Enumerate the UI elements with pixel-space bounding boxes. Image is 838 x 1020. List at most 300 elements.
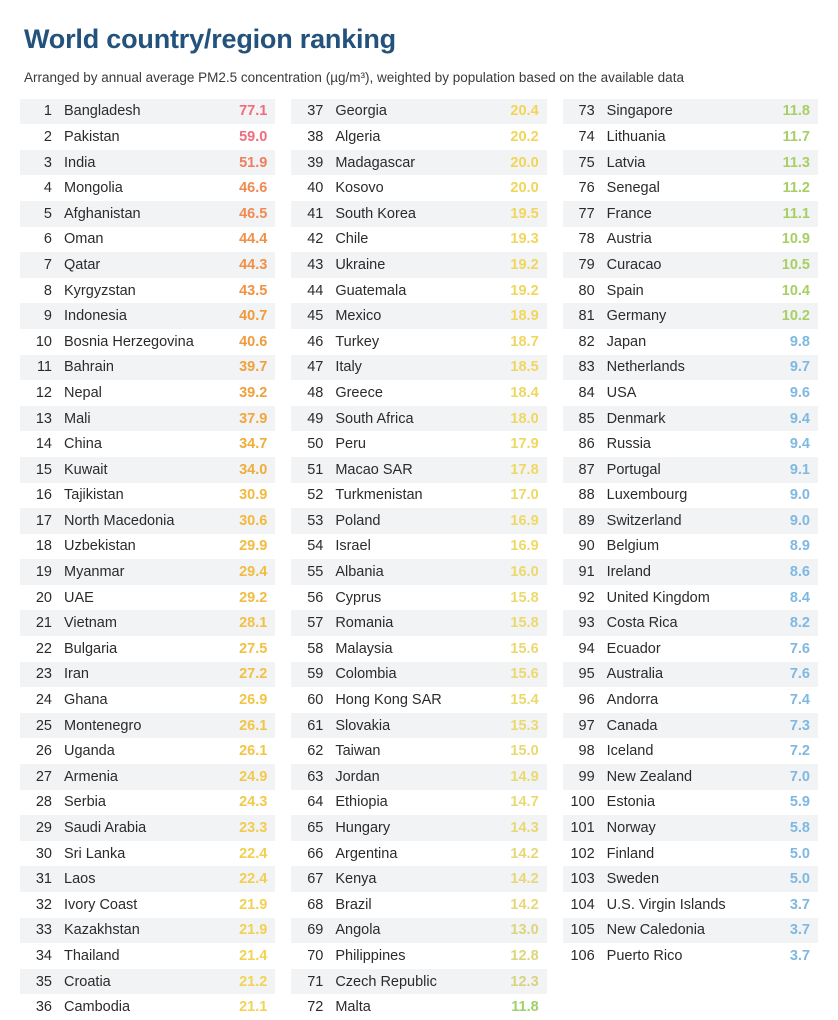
row-pm25-value: 21.1 [239, 999, 268, 1016]
row-rank: 3 [43, 154, 52, 171]
row-country-name: Cambodia [64, 999, 131, 1016]
row-pm25-value: 26.1 [239, 743, 268, 760]
row-pm25-value: 10.5 [781, 256, 810, 273]
row-rank: 20 [35, 589, 52, 606]
table-row [563, 406, 818, 432]
row-pm25-value: 21.4 [239, 947, 268, 964]
row-pm25-value: 15.4 [510, 692, 539, 709]
row-country-name: Germany [606, 308, 667, 325]
row-pm25-value: 22.4 [239, 845, 268, 862]
row-rank: 67 [307, 871, 324, 888]
table-row [291, 252, 546, 278]
table-row [20, 508, 275, 534]
row-pm25-value: 14.2 [510, 896, 539, 913]
row-pm25-value: 20.0 [510, 180, 539, 197]
row-rank: 70 [307, 947, 324, 964]
row-rank: 33 [35, 922, 52, 939]
row-pm25-value: 15.6 [510, 666, 539, 683]
row-country-name: Malta [335, 999, 371, 1016]
row-rank: 68 [307, 896, 324, 913]
row-pm25-value: 8.6 [789, 564, 810, 581]
row-pm25-value: 28.1 [239, 615, 268, 632]
row-rank: 103 [570, 871, 595, 888]
row-pm25-value: 9.4 [789, 436, 810, 453]
row-pm25-value: 8.9 [789, 538, 810, 555]
row-pm25-value: 3.7 [789, 896, 810, 913]
row-country-name: Italy [335, 359, 362, 376]
row-country-name: Ukraine [335, 256, 386, 273]
row-country-name: Mongolia [64, 180, 123, 197]
table-row [20, 431, 275, 457]
row-country-name: Estonia [606, 794, 656, 811]
row-rank: 95 [578, 666, 595, 683]
row-country-name: Iceland [606, 743, 654, 760]
row-pm25-value: 59.0 [239, 128, 268, 145]
row-rank: 94 [578, 640, 595, 657]
row-rank: 75 [578, 154, 595, 171]
row-country-name: Sweden [606, 871, 660, 888]
row-rank: 46 [307, 333, 324, 350]
row-rank: 47 [307, 359, 324, 376]
row-rank: 87 [578, 461, 595, 478]
row-pm25-value: 39.7 [239, 359, 268, 376]
table-row [20, 918, 275, 944]
row-rank: 91 [578, 564, 595, 581]
row-pm25-value: 34.7 [239, 436, 268, 453]
row-rank: 90 [578, 538, 595, 555]
row-pm25-value: 17.8 [510, 461, 539, 478]
row-pm25-value: 13.0 [510, 922, 539, 939]
table-row [20, 559, 275, 585]
row-pm25-value: 7.6 [789, 640, 810, 657]
row-country-name: Belgium [606, 538, 660, 555]
row-country-name: Bahrain [64, 359, 114, 376]
row-pm25-value: 7.2 [789, 743, 810, 760]
row-rank: 26 [35, 743, 52, 760]
row-rank: 60 [307, 692, 324, 709]
row-rank: 98 [578, 743, 595, 760]
row-country-name: New Caledonia [606, 922, 705, 939]
row-country-name: Vietnam [64, 615, 117, 632]
row-country-name: China [64, 436, 102, 453]
row-rank: 62 [307, 743, 324, 760]
row-rank: 81 [578, 308, 595, 325]
table-row [20, 738, 275, 764]
row-country-name: Uganda [64, 743, 115, 760]
row-country-name: Denmark [606, 410, 666, 427]
table-row [563, 201, 818, 227]
table-row [291, 687, 546, 713]
row-rank: 69 [307, 922, 324, 939]
table-row [563, 431, 818, 457]
row-country-name: Jordan [335, 768, 380, 785]
row-pm25-value: 20.0 [510, 154, 539, 171]
row-country-name: Israel [335, 538, 371, 555]
row-pm25-value: 43.5 [239, 282, 268, 299]
table-row [291, 483, 546, 509]
row-rank: 84 [578, 384, 595, 401]
row-pm25-value: 9.6 [789, 384, 810, 401]
table-row [291, 457, 546, 483]
row-country-name: Senegal [606, 180, 660, 197]
table-row [291, 201, 546, 227]
row-rank: 42 [307, 231, 324, 248]
row-pm25-value: 9.1 [789, 461, 810, 478]
row-rank: 80 [578, 282, 595, 299]
row-rank: 48 [307, 384, 324, 401]
row-country-name: Netherlands [606, 359, 685, 376]
table-row [291, 969, 546, 995]
row-country-name: Tajikistan [64, 487, 124, 504]
row-country-name: Turkey [335, 333, 380, 350]
row-rank: 76 [578, 180, 595, 197]
table-row [563, 150, 818, 176]
row-country-name: Ghana [64, 692, 108, 709]
row-rank: 71 [307, 973, 324, 990]
row-country-name: Chile [335, 231, 369, 248]
row-country-name: Cyprus [335, 589, 382, 606]
table-row [291, 380, 546, 406]
row-rank: 49 [307, 410, 324, 427]
row-pm25-value: 7.3 [789, 717, 810, 734]
table-row [291, 943, 546, 969]
table-row [20, 329, 275, 355]
table-row [20, 815, 275, 841]
row-country-name: Latvia [606, 154, 646, 171]
row-pm25-value: 16.9 [510, 512, 539, 529]
table-row [563, 713, 818, 739]
row-rank: 97 [578, 717, 595, 734]
row-country-name: Turkmenistan [335, 487, 423, 504]
row-pm25-value: 39.2 [239, 384, 268, 401]
row-rank: 56 [307, 589, 324, 606]
table-row [291, 918, 546, 944]
table-row [563, 841, 818, 867]
row-country-name: Mali [64, 410, 91, 427]
row-pm25-value: 7.4 [789, 692, 810, 709]
row-country-name: Kuwait [64, 461, 108, 478]
table-row [291, 892, 546, 918]
row-rank: 50 [307, 436, 324, 453]
row-pm25-value: 3.7 [789, 922, 810, 939]
table-row [563, 636, 818, 662]
row-rank: 51 [307, 461, 324, 478]
table-row [563, 943, 818, 969]
row-pm25-value: 3.7 [789, 947, 810, 964]
row-pm25-value: 18.7 [510, 333, 539, 350]
table-row [20, 892, 275, 918]
row-pm25-value: 16.9 [510, 538, 539, 555]
row-country-name: Poland [335, 512, 381, 529]
table-row [20, 278, 275, 304]
row-country-name: Singapore [606, 103, 673, 120]
table-row [20, 483, 275, 509]
row-rank: 86 [578, 436, 595, 453]
row-country-name: Slovakia [335, 717, 391, 734]
row-rank: 44 [307, 282, 324, 299]
table-row [291, 150, 546, 176]
table-row [20, 534, 275, 560]
table-row [20, 610, 275, 636]
row-country-name: Uzbekistan [64, 538, 136, 555]
row-rank: 29 [35, 820, 52, 837]
row-pm25-value: 5.0 [789, 845, 810, 862]
row-country-name: Ethiopia [335, 794, 388, 811]
row-country-name: Norway [606, 820, 656, 837]
row-country-name: UAE [64, 589, 94, 606]
table-row [20, 406, 275, 432]
row-pm25-value: 11.1 [782, 205, 810, 222]
row-pm25-value: 40.7 [239, 308, 268, 325]
row-pm25-value: 10.2 [781, 308, 810, 325]
row-rank: 43 [307, 256, 324, 273]
row-rank: 102 [570, 845, 595, 862]
row-pm25-value: 14.9 [510, 768, 539, 785]
row-country-name: Oman [64, 231, 104, 248]
row-country-name: Bulgaria [64, 640, 118, 657]
row-pm25-value: 19.2 [510, 256, 539, 273]
row-rank: 11 [36, 359, 52, 376]
row-country-name: Croatia [64, 973, 111, 990]
row-pm25-value: 20.2 [510, 128, 539, 145]
row-rank: 78 [578, 231, 595, 248]
row-rank: 93 [578, 615, 595, 632]
table-row [291, 227, 546, 253]
row-pm25-value: 15.8 [510, 589, 539, 606]
row-country-name: Russia [606, 436, 651, 453]
row-country-name: Ecuador [606, 640, 661, 657]
table-row [291, 278, 546, 304]
row-rank: 61 [307, 717, 324, 734]
table-row [291, 610, 546, 636]
row-rank: 96 [578, 692, 595, 709]
table-row [20, 252, 275, 278]
table-row [20, 303, 275, 329]
table-row [291, 124, 546, 150]
row-country-name: Guatemala [335, 282, 407, 299]
row-pm25-value: 30.6 [239, 512, 268, 529]
table-row [563, 227, 818, 253]
table-row [563, 278, 818, 304]
table-row [563, 662, 818, 688]
row-pm25-value: 21.9 [239, 922, 268, 939]
row-rank: 106 [570, 947, 595, 964]
table-row [291, 815, 546, 841]
row-pm25-value: 9.8 [789, 333, 810, 350]
table-row [563, 585, 818, 611]
ranking-column-2 [291, 99, 546, 1020]
table-row [563, 764, 818, 790]
table-row [291, 713, 546, 739]
row-pm25-value: 9.0 [789, 512, 810, 529]
row-pm25-value: 9.4 [789, 410, 810, 427]
table-row [563, 329, 818, 355]
table-row [20, 124, 275, 150]
table-row [563, 815, 818, 841]
row-country-name: Madagascar [335, 154, 416, 171]
table-row [20, 662, 275, 688]
row-country-name: South Africa [335, 410, 414, 427]
table-row [20, 150, 275, 176]
row-rank: 57 [307, 615, 324, 632]
row-country-name: France [606, 205, 652, 222]
row-rank: 23 [35, 666, 52, 683]
row-country-name: Angola [335, 922, 381, 939]
row-country-name: Albania [335, 564, 384, 581]
row-pm25-value: 9.0 [789, 487, 810, 504]
row-pm25-value: 24.9 [239, 768, 268, 785]
row-country-name: U.S. Virgin Islands [606, 896, 726, 913]
row-rank: 14 [35, 436, 52, 453]
row-pm25-value: 18.0 [510, 410, 539, 427]
row-rank: 22 [35, 640, 52, 657]
row-country-name: Hong Kong SAR [335, 692, 442, 709]
row-rank: 40 [307, 180, 324, 197]
row-country-name: Pakistan [64, 128, 120, 145]
table-row [563, 790, 818, 816]
row-country-name: Kosovo [335, 180, 384, 197]
row-country-name: Switzerland [606, 512, 682, 529]
row-pm25-value: 37.9 [239, 410, 268, 427]
row-country-name: Malaysia [335, 640, 393, 657]
row-country-name: Myanmar [64, 564, 125, 581]
row-pm25-value: 11.8 [511, 999, 539, 1016]
row-pm25-value: 30.9 [239, 487, 268, 504]
row-pm25-value: 19.2 [510, 282, 539, 299]
row-country-name: Canada [606, 717, 658, 734]
row-rank: 10 [35, 333, 52, 350]
row-pm25-value: 18.5 [510, 359, 539, 376]
row-country-name: United Kingdom [606, 589, 710, 606]
row-pm25-value: 20.4 [510, 103, 539, 120]
row-pm25-value: 26.1 [239, 717, 268, 734]
row-country-name: Georgia [335, 103, 387, 120]
table-row [563, 534, 818, 560]
row-pm25-value: 19.3 [510, 231, 539, 248]
table-row [291, 764, 546, 790]
row-pm25-value: 18.9 [510, 308, 539, 325]
row-rank: 12 [35, 384, 52, 401]
row-rank: 37 [307, 103, 324, 120]
table-row [20, 355, 275, 381]
row-rank: 2 [43, 128, 52, 145]
row-rank: 6 [43, 231, 52, 248]
table-row [563, 866, 818, 892]
row-pm25-value: 14.2 [510, 871, 539, 888]
table-row [291, 559, 546, 585]
row-pm25-value: 14.2 [510, 845, 539, 862]
row-pm25-value: 46.5 [239, 205, 268, 222]
row-rank: 72 [307, 999, 324, 1016]
table-row [291, 738, 546, 764]
row-rank: 79 [578, 256, 595, 273]
row-rank: 66 [307, 845, 324, 862]
table-row [20, 943, 275, 969]
row-rank: 16 [35, 487, 52, 504]
row-rank: 53 [307, 512, 324, 529]
table-row [563, 252, 818, 278]
row-pm25-value: 27.5 [239, 640, 268, 657]
row-pm25-value: 5.0 [789, 871, 810, 888]
row-pm25-value: 27.2 [239, 666, 268, 683]
row-pm25-value: 7.0 [789, 768, 810, 785]
table-row [563, 355, 818, 381]
row-country-name: Puerto Rico [606, 947, 683, 964]
row-rank: 13 [35, 410, 52, 427]
row-country-name: Romania [335, 615, 394, 632]
row-rank: 100 [570, 794, 595, 811]
table-row [291, 303, 546, 329]
table-row [291, 99, 546, 125]
row-rank: 82 [578, 333, 595, 350]
row-rank: 92 [578, 589, 595, 606]
row-pm25-value: 21.9 [239, 896, 268, 913]
row-country-name: Kazakhstan [64, 922, 140, 939]
row-pm25-value: 21.2 [239, 973, 268, 990]
row-rank: 64 [307, 794, 324, 811]
row-country-name: Lithuania [606, 128, 666, 145]
row-pm25-value: 34.0 [239, 461, 268, 478]
row-country-name: Saudi Arabia [64, 820, 147, 837]
table-row [20, 175, 275, 201]
table-row [563, 508, 818, 534]
row-country-name: Montenegro [64, 717, 142, 734]
row-rank: 15 [35, 461, 52, 478]
row-country-name: Indonesia [64, 308, 127, 325]
table-row [20, 841, 275, 867]
table-row [291, 841, 546, 867]
row-pm25-value: 11.2 [782, 180, 810, 197]
row-country-name: Algeria [335, 128, 381, 145]
row-country-name: Brazil [335, 896, 372, 913]
row-rank: 73 [578, 103, 595, 120]
table-row [20, 994, 275, 1020]
row-pm25-value: 29.2 [239, 589, 268, 606]
table-row [291, 636, 546, 662]
row-rank: 9 [43, 308, 52, 325]
row-pm25-value: 11.3 [782, 154, 810, 171]
table-row [20, 227, 275, 253]
row-rank: 63 [307, 768, 324, 785]
table-row [20, 636, 275, 662]
table-row [291, 585, 546, 611]
row-rank: 104 [570, 896, 595, 913]
row-country-name: Hungary [335, 820, 391, 837]
row-country-name: Thailand [64, 947, 120, 964]
row-pm25-value: 5.9 [789, 794, 810, 811]
table-row [563, 738, 818, 764]
row-pm25-value: 15.6 [510, 640, 539, 657]
row-rank: 31 [35, 871, 52, 888]
table-row [563, 610, 818, 636]
row-rank: 32 [35, 896, 52, 913]
table-row [291, 431, 546, 457]
row-rank: 45 [307, 308, 324, 325]
table-row [291, 406, 546, 432]
row-country-name: Kyrgyzstan [64, 282, 136, 299]
row-country-name: Taiwan [335, 743, 381, 760]
row-country-name: Japan [606, 333, 647, 350]
row-country-name: Laos [64, 871, 96, 888]
table-row [563, 687, 818, 713]
table-row [291, 662, 546, 688]
row-pm25-value: 11.8 [782, 103, 810, 120]
table-row [291, 866, 546, 892]
row-rank: 54 [307, 538, 324, 555]
row-country-name: Andorra [606, 692, 659, 709]
ranking-columns [20, 99, 818, 1020]
row-country-name: Argentina [335, 845, 398, 862]
